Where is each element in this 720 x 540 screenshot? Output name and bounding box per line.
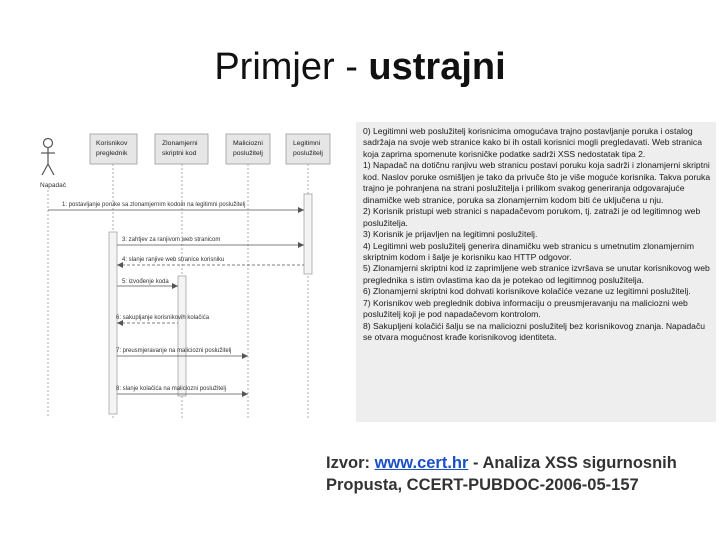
description-text: 0) Legitimni web poslužitelj korisnicima omogućava trajno postavljanje poruka i ostalog sadržaja na svoje web stranice kako bi ih ostali korisnici mogli pregledavati. Web stranica koja zaprima spomenute korisničke podatke sadrži XSS nedostatak tipa 2. 1) Napadač na dotičnu ranjivu web stranicu postavi poruku koja sadrži i zlonamjerni skriptni kod. Naslov poruke osmišljen je tako da privuče što je više moguće korisnika. Takva poruka trajno je pohranjena na strani poslužitelja i prilikom svakog generiranja odgovarajuće dinamičke web stranice, poruka sa zlonamjernim kodom biti će uključena u nju. 2) Korisnik pristupi web stranici s napadačevom porukom, tj. zatraži je od legitimnog web poslužitelja. 3) Korisnik je prijavljen na legitimni poslužitelj. 4) Legitimni web poslužitelj generira dinamičku web stranicu s umetnutim zlonamjernim skriptnim kodom i šalje je korisniku kao HTTP odgovor. 5) Zlonamjerni skriptni kod iz zaprimljene web stranice izvršava se unutar korisnikovog web preglednika s istim ovlastima kao da je potekao od legitimnog poslužitelja. 6) Zlonamjerni skriptni kod dohvati korisnikove kolačiće vezane uz legitimni poslužitelj. 7) Korisnikov web preglednik dobiva informaciju o preusmjeravanju na maliciozni web poslužitelj koji je pod napadačevom kontrolom. 8) Sakupljeni kolačići šalju se na maliciozni poslužitelj bez korisnikovog znanja. Napadaču se otvara mogućnost krađe korisnikovog identiteta.: [363, 126, 711, 343]
legit-server-activation-bar: [304, 194, 312, 274]
sequence-diagram: [36, 128, 356, 418]
source-rest: - Analiza XSS sigurnosnih: [468, 454, 677, 472]
slide-title-plain: Primjer -: [214, 46, 369, 88]
svg-text:Legitimni: Legitimni: [293, 140, 321, 147]
svg-text:Zlonamjerni: Zlonamjerni: [162, 140, 198, 147]
participant-malicious-script: [155, 134, 208, 164]
svg-text:5: izvođenje koda: 5: izvođenje koda: [122, 279, 169, 285]
svg-text:3: zahtjev za ranjivom web str: 3: zahtjev za ranjivom web stranicom: [122, 237, 221, 243]
participant-legit-server: [286, 134, 330, 164]
script-activation-bar: [178, 276, 186, 396]
message-5: [117, 279, 178, 289]
svg-text:1: postavljanje poruke sa zlon: 1: postavljanje poruke sa zlonamjernim kodom na legitimni poslužitelj: [62, 202, 246, 208]
message-6: [116, 315, 210, 326]
message-1: [48, 202, 304, 213]
attacker-actor-icon: [41, 139, 55, 176]
source-link[interactable]: www.cert.hr: [374, 454, 469, 472]
message-3: [117, 237, 304, 248]
source-line-2: Propusta, CCERT-PUBDOC-2006-05-157: [326, 476, 639, 494]
svg-text:Korisnikov: Korisnikov: [96, 140, 128, 147]
attacker-label: Napadač: [40, 182, 67, 189]
svg-text:6: sakupljanje korisnikovih ko: 6: sakupljanje korisnikovih kolačića: [116, 315, 210, 321]
svg-text:poslužitelj: poslužitelj: [233, 150, 263, 157]
source-line-1: [326, 452, 706, 474]
svg-text:skriptni kod: skriptni kod: [162, 150, 197, 157]
svg-text:preglednik: preglednik: [96, 150, 128, 157]
source-citation: [326, 452, 706, 496]
slide-title-bold: ustrajni: [368, 46, 506, 88]
slide-title: [0, 46, 720, 89]
svg-text:8: slanje kolačića na malicioz: 8: slanje kolačića na maliciozni poslužitelj: [116, 386, 227, 392]
participant-malicious-server: [226, 134, 270, 164]
description-panel: [356, 122, 716, 422]
svg-text:poslužitelj: poslužitelj: [293, 150, 323, 157]
message-4: [117, 257, 304, 268]
svg-text:Maliciozni: Maliciozni: [233, 140, 263, 147]
source-prefix: Izvor:: [326, 454, 375, 472]
svg-text:4: slanje ranjive web stranice: 4: slanje ranjive web stranice korisniku: [122, 257, 225, 263]
participant-browser: [90, 134, 137, 164]
svg-text:7: preusmjeravanje na malicioz: 7: preusmjeravanje na maliciozni poslužitelj: [116, 348, 232, 354]
